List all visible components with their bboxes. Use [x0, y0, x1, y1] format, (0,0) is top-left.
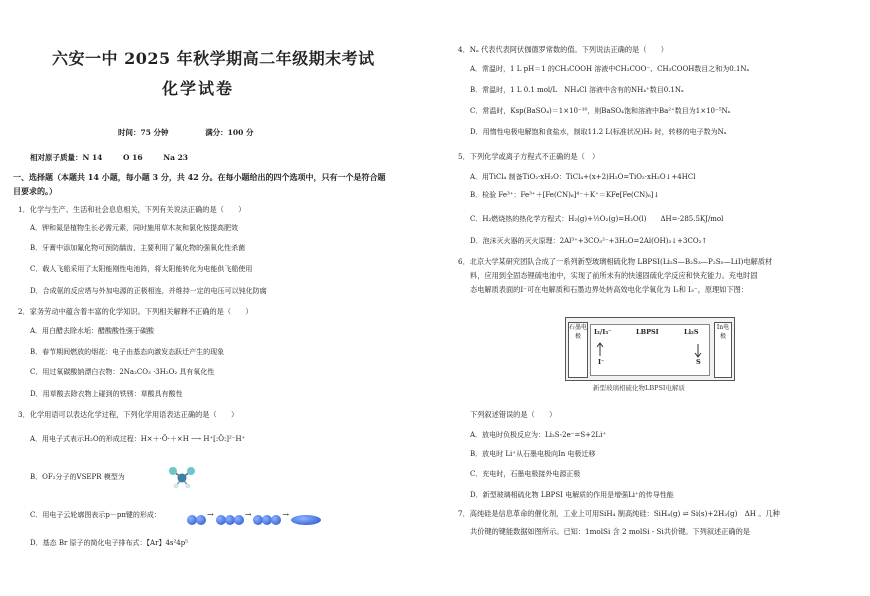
q6-option-c: C．充电时，石墨电极接外电源正极	[470, 470, 581, 478]
q6-option-a: A．放电时负极反应为：Li₂S-2e⁻=S+2Li⁺	[470, 431, 607, 439]
section-heading: 一、选择题（本题共 14 小题，每小题 3 分，共 42 分。在每小题给出的四个选项中，只有一个是符合题目要求的。）	[13, 172, 386, 196]
q4-option-a: A．常温时，1 L pH＝1 的CH₃COOH 溶液中CH₃COO⁻、CH₃COOH数目之和为0.1Nₐ	[470, 65, 750, 73]
q6-option-d: D．新型玻璃相硫化物 LBPSI 电解质的作用是增强Li⁺的传导性能	[470, 491, 674, 499]
atom-o: O 16	[123, 153, 143, 162]
q4-option-d: D．用惰性电极电解饱和食盐水，制取11.2 L(标准状况)H₂ 时，转移的电子数为Nₐ	[470, 128, 727, 136]
page-title: 六安一中 2025 年秋学期高二年级期末考试	[52, 49, 375, 68]
q6-stem-line2: 料，应用到全固态锂硫电池中，实现了前所未有的快速固硫化学反应和快充能力。充电时固	[470, 271, 758, 280]
q3-option-d: D．基态 Br 原子的简化电子排布式：【Ar】4s²4p⁵	[30, 539, 189, 547]
q2-option-a: A．用白醋去除水垢：醋酸酸性强于碳酸	[30, 327, 155, 335]
q3-option-c: C．用电子云轮廓图表示p－pπ键的形成：	[30, 511, 161, 519]
q5-option-c: C．H₂燃烧热的热化学方程式：H₂(g)+½O₂(g)=H₂O(l) ΔH=-285.5KJ/mol	[470, 215, 724, 223]
q6-question: 下列叙述错误的是（ ）	[470, 410, 557, 419]
label-i2-i3: I₂/I₃⁻	[594, 328, 612, 336]
atomic-masses	[30, 152, 206, 163]
q2-option-c: C．用过氧碳酸钠漂白衣物：2Na₂CO₃ ·3H₂O₂ 具有氧化性	[30, 368, 215, 376]
reaction-arrows	[594, 338, 704, 360]
q6-option-b: B．放电时 Li⁺从石墨电极向In 电极迁移	[470, 450, 596, 458]
q4-option-c: C．常温时，Ksp(BaSO₄)＝1×10⁻¹⁰，则BaSO₄饱和溶液中Ba²⁺数目为1×10⁻⁵Nₐ	[470, 107, 731, 115]
q1-option-c: C．载人飞船采用了太阳能刚性电池阵，将太阳能转化为电能供飞船使用	[30, 265, 253, 273]
diagram-caption: 新型玻璃相硫化物LBPSI电解质	[593, 384, 685, 392]
q3-option-a: A．用电子式表示H₂O的形成过程：H×＋·Ö·＋×H ⟶ H⁺[:Ö:]²⁻H⁺	[30, 435, 246, 443]
exam-score: 满分：100 分	[205, 128, 254, 137]
q4-stem: 4．Nₐ 代表代表阿伏伽德罗常数的值。下列说法正确的是（ ）	[458, 45, 668, 54]
q6-stem-line1: 6．北京大学某研究团队合成了一系列新型玻璃相硫化物 LBPSI(Li₂S—B₂S₃—P₂S₅—LiI)电解质材	[458, 257, 773, 266]
q1-option-b: B．牙膏中添加氟化物可预防龋齿，主要利用了氟化物的强氧化性杀菌	[30, 244, 246, 252]
label-i-minus: I⁻	[598, 358, 605, 366]
q2-option-d: D．用草酸去除衣物上碰到的铁锈：草酸具有酸性	[30, 390, 183, 398]
q5-option-b: B．检验 Fe³⁺：Fe³⁺＋[Fe(CN)₆]⁴⁻＋K⁺＝KFe[Fe(CN)₆]↓	[470, 191, 660, 199]
q1-option-a: A．钾和氮是植物生长必需元素，同时施用草木灰和氯化铵提高肥效	[30, 224, 239, 232]
exam-time: 时间：75 分钟	[118, 128, 169, 137]
q5-stem: 5．下列化学或离子方程式不正确的是（ ）	[458, 152, 600, 161]
label-li2s: Li₂S	[684, 328, 699, 336]
exam-meta	[118, 127, 287, 138]
q7-stem-line2: 共价键的键能数据如图所示。已知：1molSi 含 2 molSi - Si共价键。下列叙述正确的是	[470, 527, 750, 536]
q7-stem-line1: 7．高纯硅是信息革命的催化剂，工业上可用SiH₄ 制高纯硅：SiH₄(g) ⇌ Si(s)+2H₂(g) ΔH 。几种	[458, 509, 780, 518]
q3-option-b: B．OF₂分子的VSEPR 模型为	[30, 473, 125, 481]
label-lbpsi: LBPSI	[636, 328, 659, 336]
atom-n: 相对原子质量：N 14	[30, 153, 103, 162]
battery-diagram	[565, 317, 735, 381]
q1-stem: 1．化学与生产、生活和社会息息相关，下列有关说法正确的是（ ）	[18, 205, 246, 214]
graphite-electrode: 石墨电极	[568, 322, 588, 378]
q2-stem: 2．家务劳动中蕴含着丰富的化学知识。下列相关解释不正确的是（ ）	[18, 307, 253, 316]
q2-option-b: B．春节期间燃放的烟花：电子由基态向激发态跃迁产生的现象	[30, 348, 225, 356]
atom-na: Na 23	[163, 153, 189, 162]
label-s: S	[696, 358, 701, 366]
q6-stem-line3: 态电解质表面的I⁻可在电解质和石墨边界处转高效电化学氧化为 I₂和 I₃⁻，原理如下图：	[470, 285, 749, 294]
q4-option-b: B．常温时，1 L 0.1 mol/L NH₄Cl 溶液中含有的NH₄⁺数目0.1Nₐ	[470, 86, 684, 94]
page-subtitle: 化学试卷	[162, 79, 235, 98]
q5-option-d: D．泡沫灭火器的灭火原理：2Al³⁺+3CO₃²⁻+3H₂O=2Al(OH)₃↓+3CO₂↑	[470, 237, 708, 245]
indium-electrode: In电极	[714, 322, 732, 378]
q5-option-a: A．用TiCl₄ 制备TiO₂·xH₂O：TiCl₄+(x+2)H₂O=TiO₂·xH₂O↓+4HCl	[470, 173, 696, 181]
q3-stem: 3．化学用语可以表达化学过程，下列化学用语表达正确的是（ ）	[18, 410, 239, 419]
of2-vsepr-model-image	[168, 466, 196, 488]
p-p-pi-bond-image: → → →	[187, 510, 321, 521]
q1-option-d: D．合成氨的反应塔与外加电源的正极相连，并维持一定的电压可以钝化防腐	[30, 287, 267, 295]
